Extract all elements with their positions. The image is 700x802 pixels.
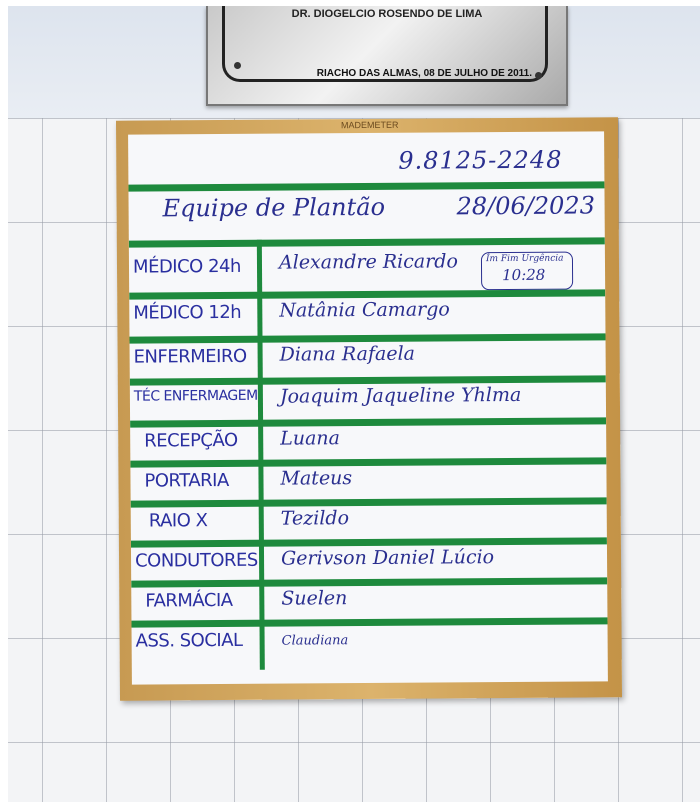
green-tape [130,417,606,427]
row-label: FARMÁCIA [145,589,233,612]
whiteboard [128,131,608,684]
row-label: PORTARIA [144,469,229,492]
note-time: 10:28 [502,265,546,285]
metal-plaque [206,6,568,106]
note-bubble [481,252,573,291]
row-name: Joaquim Jaqueline Yhlma [279,383,522,408]
green-tape [128,181,604,191]
row-name: Natânia Camargo [279,298,450,322]
row-name: Tezildo [280,507,350,530]
row-name: Diana Rafaela [279,342,416,366]
row-label: RECEPÇÃO [144,429,238,452]
row-name: Luana [280,427,341,450]
green-tape [131,577,607,587]
row-name: Suelen [281,587,348,610]
row-label: ENFERMEIRO [133,345,247,368]
row-name: Claudiana [281,633,349,649]
green-tape [131,497,607,507]
row-label: MÉDICO 12h [133,301,242,324]
row-label: CONDUTORES [134,549,258,572]
screw-icon [535,72,542,79]
board-date: 28/06/2023 [456,191,596,221]
row-name: Gerivson Daniel Lúcio [280,546,495,570]
phone-number: 9.8125-2248 [398,145,563,175]
photo-scene [8,6,700,802]
column-divider [257,240,265,670]
row-label: RAIO X [148,510,208,532]
screw-icon [234,62,241,69]
green-tape [131,617,607,627]
board-title: Equipe de Plantão [162,192,386,223]
green-tape [130,457,606,467]
note-text: Ím Fim Urgência [485,253,564,265]
row-label: TÉC ENFERMAGEM [133,387,258,405]
row-name: Alexandre Ricardo [278,250,458,274]
row-name: Mateus [280,467,353,490]
row-label: ASS. SOCIAL [135,629,243,652]
row-label: MÉDICO 24h [132,255,241,278]
plaque-date: RIACHO DAS ALMAS, 08 DE JULHO DE 2011. [316,68,532,79]
green-tape [129,237,605,247]
frame-brand: MADEMETER [340,119,399,131]
plaque-name: DR. DIOGELCIO ROSENDO DE LIMA [291,8,483,20]
whiteboard-frame [116,117,622,700]
